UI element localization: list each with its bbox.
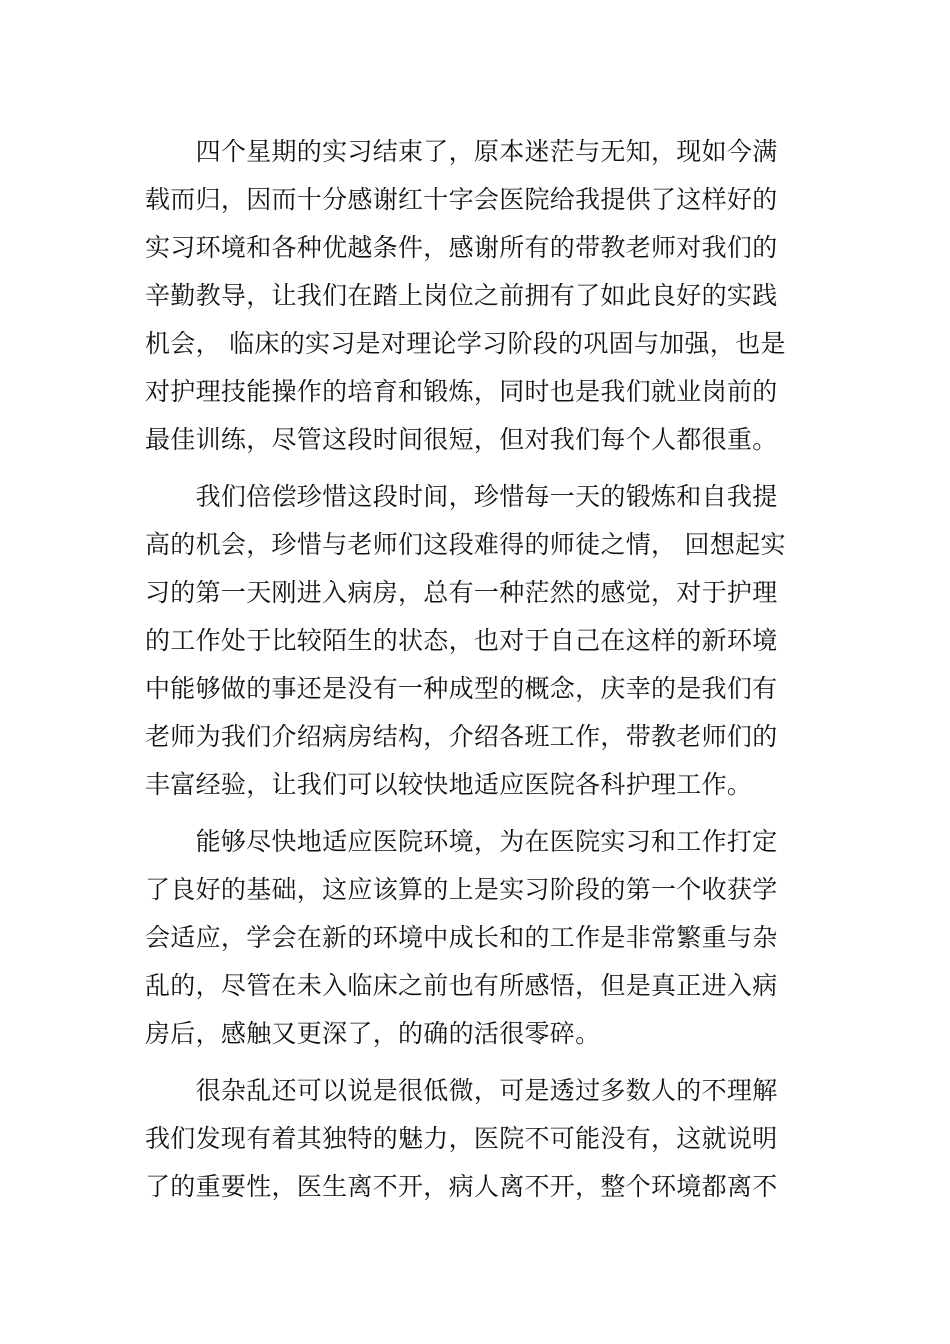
text-line: 我们发现有着其独特的魅力，医院不可能没有，这就说明 — [145, 1124, 778, 1153]
text-line: 辛勤教导，让我们在踏上岗位之前拥有了如此良好的实践 — [145, 281, 778, 310]
text-line: 对护理技能操作的培育和锻炼，同时也是我们就业岗前的 — [145, 377, 778, 406]
text-line: 房后，感触又更深了，的确的活很零碎。 — [145, 1019, 601, 1048]
text-line: 老师为我们介绍病房结构，介绍各班工作，带教老师们的 — [145, 722, 778, 751]
text-line: 机会， 临床的实习是对理论学习阶段的巩固与加强，也是 — [145, 329, 786, 358]
text-line: 乱的，尽管在未入临床之前也有所感悟，但是真正进入病 — [145, 971, 778, 1000]
text-line: 最佳训练，尽管这段时间很短，但对我们每个人都很重。 — [145, 425, 778, 454]
text-line: 我们倍偿珍惜这段时间，珍惜每一天的锻炼和自我提 — [145, 482, 778, 511]
text-line: 高的机会，珍惜与老师们这段难得的师徒之情， 回想起实 — [145, 530, 786, 559]
text-line: 能够尽快地适应医院环境，为在医院实习和工作打定 — [145, 827, 778, 856]
text-line: 的工作处于比较陌生的状态，也对于自己在这样的新环境 — [145, 626, 778, 655]
text-line: 中能够做的事还是没有一种成型的概念，庆幸的是我们有 — [145, 674, 778, 703]
text-line: 习的第一天刚进入病房，总有一种茫然的感觉，对于护理 — [145, 578, 778, 607]
text-line: 很杂乱还可以说是很低微，可是透过多数人的不理解 — [145, 1076, 778, 1105]
text-line: 了良好的基础，这应该算的上是实习阶段的第一个收获学 — [145, 875, 778, 904]
text-line: 丰富经验，让我们可以较快地适应医院各科护理工作。 — [145, 770, 753, 799]
text-line: 实习环境和各种优越条件，感谢所有的带教老师对我们的 — [145, 233, 778, 262]
text-line: 了的重要性，医生离不开，病人离不开，整个环境都离不 — [145, 1172, 778, 1201]
text-line: 会适应，学会在新的环境中成长和的工作是非常繁重与杂 — [145, 923, 778, 952]
text-line: 载而归，因而十分感谢红十字会医院给我提供了这样好的 — [145, 185, 778, 214]
text-line: 四个星期的实习结束了，原本迷茫与无知，现如今满 — [145, 137, 778, 166]
